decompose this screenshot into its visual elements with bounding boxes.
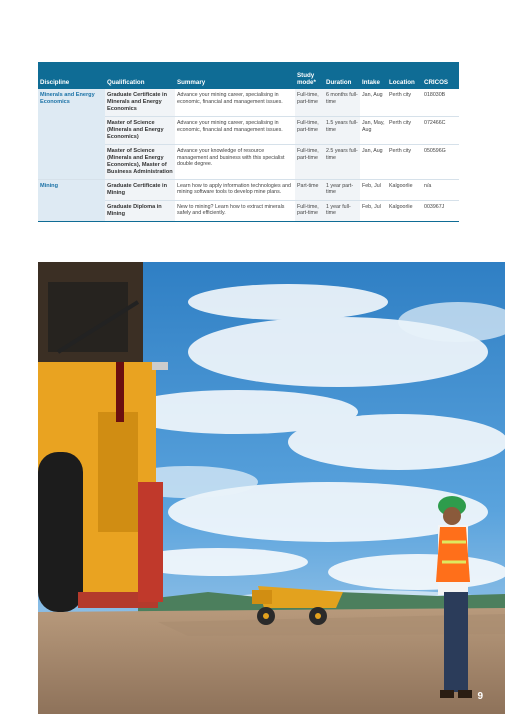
intake-cell: Jan, May, Aug	[362, 119, 385, 133]
duration-cell: 1.5 years full-time	[324, 116, 360, 144]
location-cell: Perth city	[389, 119, 412, 126]
intake-cell: Feb, Jul	[362, 182, 381, 189]
intake-cell: Jan, Aug	[362, 147, 383, 154]
header-qualification: Qualification	[105, 62, 175, 89]
page-number: 9	[477, 691, 483, 702]
summary-cell: Advance your knowledge of resource management and business with this specialist double degree.	[177, 147, 285, 168]
cricos-cell: 072466C	[424, 119, 446, 126]
cricos-cell: n/a	[424, 182, 432, 189]
location-cell: Kalgoorlie	[389, 203, 413, 210]
study-mode-cell: Full-time, part-time	[295, 116, 324, 144]
table-row	[38, 179, 459, 200]
study-mode-cell: Full-time, part-time	[295, 200, 324, 221]
qualification-cell: Master of Science (Minerals and Energy Economics)	[105, 116, 175, 144]
courses-table	[38, 62, 459, 222]
duration-cell: 1 year part-time	[324, 179, 360, 200]
qualification-cell: Master of Science (Minerals and Energy Economics), Master of Business Administration	[105, 144, 175, 179]
duration-cell: 2.5 years full-time	[324, 144, 360, 179]
header-cricos: CRICOS	[422, 62, 459, 89]
header-intake: Intake	[360, 62, 387, 89]
header-discipline: Discipline	[38, 62, 105, 89]
discipline-cell: Minerals and Energy Economics	[38, 89, 105, 179]
table-row	[38, 89, 459, 116]
header-duration: Duration	[324, 62, 360, 89]
duration-cell: 6 months full-time	[324, 89, 360, 116]
location-cell: Perth city	[389, 92, 412, 98]
table-header-row	[38, 62, 459, 89]
header-summary: Summary	[175, 62, 295, 89]
header-study-mode: Study mode*	[295, 62, 324, 89]
summary-cell: Advance your mining career, specialising in economic, financial and management issues.	[177, 119, 283, 133]
mine-site-illustration	[38, 262, 505, 714]
summary-cell: Learn how to apply information technologies and mining software tools to develop mine plans.	[177, 182, 291, 196]
qualification-cell: Graduate Certificate in Minerals and Energy Economics	[105, 89, 175, 116]
summary-cell: New to mining? Learn how to extract minerals safely and efficiently.	[177, 203, 285, 217]
location-cell: Perth city	[389, 147, 412, 154]
cricos-cell: 018030B	[424, 92, 446, 98]
intake-cell: Feb, Jul	[362, 203, 381, 210]
qualification-cell: Graduate Certificate in Mining	[105, 179, 175, 200]
study-mode-cell: Full-time, part-time	[295, 144, 324, 179]
intake-cell: Jan, Aug	[362, 92, 383, 98]
duration-cell: 1 year full-time	[324, 200, 360, 221]
header-location: Location	[387, 62, 422, 89]
mine-site-photo	[38, 262, 505, 714]
qualification-cell: Graduate Diploma in Mining	[105, 200, 175, 221]
location-cell: Kalgoorlie	[389, 182, 413, 189]
courses-table-container	[38, 62, 459, 222]
cricos-cell: 050596G	[424, 147, 446, 154]
study-mode-cell: Part-time	[295, 179, 324, 200]
summary-cell: Advance your mining career, specialising in economic, financial and management issues.	[177, 92, 283, 105]
cricos-cell: 003967J	[424, 203, 445, 210]
study-mode-cell: Full-time, part-time	[295, 89, 324, 116]
discipline-cell: Mining	[38, 179, 105, 221]
